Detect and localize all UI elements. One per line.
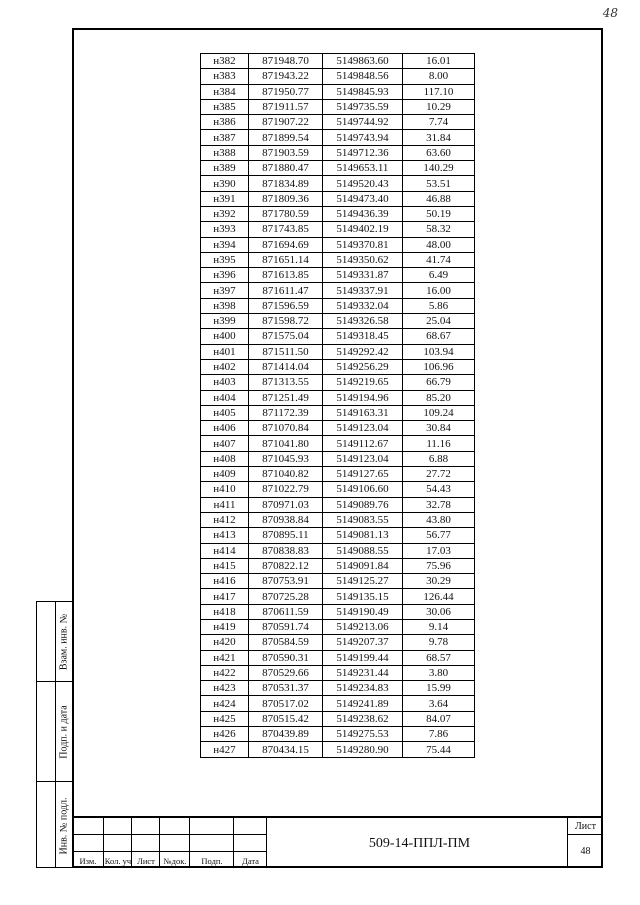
table-row [201,482,475,497]
x-coordinate-cell: 870971.03 [249,497,323,512]
point-name-cell: н389 [201,161,249,176]
distance-cell: 5.86 [403,298,475,313]
point-name-cell: н401 [201,344,249,359]
table-row [201,283,475,298]
distance-cell: 75.96 [403,558,475,573]
x-coordinate-cell: 871040.82 [249,467,323,482]
point-name-cell: н413 [201,528,249,543]
distance-cell: 85.20 [403,390,475,405]
distance-cell: 53.51 [403,176,475,191]
x-coordinate-cell: 871045.93 [249,451,323,466]
document-code: 509-14-ППЛ-ПМ [368,836,471,851]
table-row [201,635,475,650]
distance-cell: 3.80 [403,665,475,680]
distance-cell: 46.88 [403,191,475,206]
table-row [201,543,475,558]
x-coordinate-cell: 871651.14 [249,252,323,267]
y-coordinate-cell: 5149712.36 [323,145,403,160]
stamp-label-podp: Подп. [201,856,223,866]
x-coordinate-cell: 871694.69 [249,237,323,252]
point-name-cell: н394 [201,237,249,252]
y-coordinate-cell: 5149207.37 [323,635,403,650]
distance-cell: 25.04 [403,314,475,329]
table-row [201,451,475,466]
table-row [201,512,475,527]
y-coordinate-cell: 5149163.31 [323,405,403,420]
distance-cell: 9.14 [403,619,475,634]
table-row [201,176,475,191]
point-name-cell: н421 [201,650,249,665]
y-coordinate-cell: 5149238.62 [323,711,403,726]
table-row [201,69,475,84]
y-coordinate-cell: 5149370.81 [323,237,403,252]
distance-cell: 140.29 [403,161,475,176]
point-name-cell: н384 [201,84,249,99]
point-name-cell: н400 [201,329,249,344]
distance-cell: 16.00 [403,283,475,298]
x-coordinate-cell: 871611.47 [249,283,323,298]
side-label-inv-podl: Инв. № подл. [58,797,70,854]
distance-cell: 54.43 [403,482,475,497]
table-row [201,130,475,145]
x-coordinate-cell: 870822.12 [249,558,323,573]
distance-cell: 3.64 [403,696,475,711]
point-name-cell: н398 [201,298,249,313]
distance-cell: 58.32 [403,222,475,237]
x-coordinate-cell: 871613.85 [249,268,323,283]
point-name-cell: н423 [201,681,249,696]
distance-cell: 8.00 [403,69,475,84]
distance-cell: 103.94 [403,344,475,359]
table-row [201,558,475,573]
y-coordinate-cell: 5149743.94 [323,130,403,145]
point-name-cell: н407 [201,436,249,451]
stamp-label-kol-uch: Кол. уч [104,856,132,866]
table-row [201,574,475,589]
distance-cell: 6.49 [403,268,475,283]
point-name-cell: н424 [201,696,249,711]
distance-cell: 50.19 [403,206,475,221]
point-name-cell: н383 [201,69,249,84]
y-coordinate-cell: 5149083.55 [323,512,403,527]
table-row [201,344,475,359]
x-coordinate-cell: 871911.57 [249,99,323,114]
point-name-cell: н406 [201,421,249,436]
x-coordinate-cell: 870529.66 [249,665,323,680]
x-coordinate-cell: 870434.15 [249,742,323,757]
x-coordinate-cell: 870753.91 [249,574,323,589]
x-coordinate-cell: 871251.49 [249,390,323,405]
distance-cell: 43.80 [403,512,475,527]
table-row [201,681,475,696]
table-row [201,268,475,283]
stamp-label-ndok: №док. [163,856,187,866]
x-coordinate-cell: 871041.80 [249,436,323,451]
x-coordinate-cell: 871070.84 [249,421,323,436]
table-row [201,375,475,390]
x-coordinate-cell: 871780.59 [249,206,323,221]
y-coordinate-cell: 5149735.59 [323,99,403,114]
distance-cell: 30.84 [403,421,475,436]
point-name-cell: н390 [201,176,249,191]
point-name-cell: н403 [201,375,249,390]
table-row [201,298,475,313]
side-cell-podp [37,682,72,782]
x-coordinate-cell: 870584.59 [249,635,323,650]
y-coordinate-cell: 5149089.76 [323,497,403,512]
x-coordinate-cell: 871907.22 [249,115,323,130]
point-name-cell: н411 [201,497,249,512]
table-row [201,252,475,267]
distance-cell: 15.99 [403,681,475,696]
distance-cell: 7.86 [403,727,475,742]
distance-cell: 10.29 [403,99,475,114]
x-coordinate-cell: 870590.31 [249,650,323,665]
stamp-col-kol-uch [104,818,132,868]
point-name-cell: н417 [201,589,249,604]
y-coordinate-cell: 5149231.44 [323,665,403,680]
x-coordinate-cell: 871948.70 [249,54,323,69]
table-row [201,405,475,420]
y-coordinate-cell: 5149292.42 [323,344,403,359]
coordinates-table [200,53,475,758]
y-coordinate-cell: 5149112.67 [323,436,403,451]
table-row [201,115,475,130]
distance-cell: 27.72 [403,467,475,482]
table-row [201,528,475,543]
distance-cell: 117.10 [403,84,475,99]
side-approval-strip [36,601,72,868]
point-name-cell: н408 [201,451,249,466]
x-coordinate-cell: 870591.74 [249,619,323,634]
x-coordinate-cell: 871880.47 [249,161,323,176]
title-block [72,816,603,868]
sheet-number: 48 [580,846,591,857]
y-coordinate-cell: 5149125.27 [323,574,403,589]
distance-cell: 16.01 [403,54,475,69]
stamp-col-podp [190,818,234,868]
y-coordinate-cell: 5149123.04 [323,451,403,466]
x-coordinate-cell: 871950.77 [249,84,323,99]
y-coordinate-cell: 5149081.13 [323,528,403,543]
point-name-cell: н392 [201,206,249,221]
coordinates-table-body [201,54,475,758]
point-name-cell: н419 [201,619,249,634]
point-name-cell: н404 [201,390,249,405]
x-coordinate-cell: 870895.11 [249,528,323,543]
side-cell-vzam [37,602,72,682]
y-coordinate-cell: 5149331.87 [323,268,403,283]
point-name-cell: н422 [201,665,249,680]
point-name-cell: н412 [201,512,249,527]
point-name-cell: н418 [201,604,249,619]
table-row [201,421,475,436]
point-name-cell: н386 [201,115,249,130]
table-row [201,359,475,374]
y-coordinate-cell: 5149241.89 [323,696,403,711]
distance-cell: 48.00 [403,237,475,252]
table-row [201,99,475,114]
y-coordinate-cell: 5149127.65 [323,467,403,482]
table-row [201,589,475,604]
table-row [201,222,475,237]
x-coordinate-cell: 871899.54 [249,130,323,145]
y-coordinate-cell: 5149280.90 [323,742,403,757]
table-row [201,237,475,252]
y-coordinate-cell: 5149744.92 [323,115,403,130]
point-name-cell: н385 [201,99,249,114]
table-row [201,711,475,726]
table-row [201,145,475,160]
x-coordinate-cell: 870515.42 [249,711,323,726]
x-coordinate-cell: 871022.79 [249,482,323,497]
y-coordinate-cell: 5149350.62 [323,252,403,267]
y-coordinate-cell: 5149863.60 [323,54,403,69]
distance-cell: 68.57 [403,650,475,665]
point-name-cell: н382 [201,54,249,69]
y-coordinate-cell: 5149213.06 [323,619,403,634]
point-name-cell: н396 [201,268,249,283]
stamp-col-list [132,818,160,868]
x-coordinate-cell: 870611.59 [249,604,323,619]
point-name-cell: н387 [201,130,249,145]
x-coordinate-cell: 871313.55 [249,375,323,390]
distance-cell: 75.44 [403,742,475,757]
side-cell-inv [37,782,72,869]
point-name-cell: н399 [201,314,249,329]
side-label-vzam: Взам. инв. № [58,613,70,670]
y-coordinate-cell: 5149106.60 [323,482,403,497]
distance-cell: 30.29 [403,574,475,589]
x-coordinate-cell: 870938.84 [249,512,323,527]
x-coordinate-cell: 870725.28 [249,589,323,604]
point-name-cell: н397 [201,283,249,298]
y-coordinate-cell: 5149326.58 [323,314,403,329]
y-coordinate-cell: 5149520.43 [323,176,403,191]
table-row [201,84,475,99]
stamp-col-ndok [160,818,190,868]
x-coordinate-cell: 871809.36 [249,191,323,206]
x-coordinate-cell: 871596.59 [249,298,323,313]
point-name-cell: н402 [201,359,249,374]
x-coordinate-cell: 870517.02 [249,696,323,711]
y-coordinate-cell: 5149123.04 [323,421,403,436]
stamp-label-data: Дата [242,856,259,866]
distance-cell: 32.78 [403,497,475,512]
table-row [201,727,475,742]
distance-cell: 106.96 [403,359,475,374]
x-coordinate-cell: 870531.37 [249,681,323,696]
point-name-cell: н425 [201,711,249,726]
table-row [201,650,475,665]
point-name-cell: н426 [201,727,249,742]
point-name-cell: н395 [201,252,249,267]
x-coordinate-cell: 870439.89 [249,727,323,742]
point-name-cell: н409 [201,467,249,482]
table-row [201,497,475,512]
stamp-col-data [234,818,267,868]
point-name-cell: н393 [201,222,249,237]
x-coordinate-cell: 870838.83 [249,543,323,558]
y-coordinate-cell: 5149473.40 [323,191,403,206]
x-coordinate-cell: 871511.50 [249,344,323,359]
point-name-cell: н416 [201,574,249,589]
stamp-label-izm: Изм. [79,856,97,866]
distance-cell: 11.16 [403,436,475,451]
y-coordinate-cell: 5149091.84 [323,558,403,573]
table-row [201,604,475,619]
distance-cell: 17.03 [403,543,475,558]
distance-cell: 9.78 [403,635,475,650]
x-coordinate-cell: 871903.59 [249,145,323,160]
y-coordinate-cell: 5149848.56 [323,69,403,84]
y-coordinate-cell: 5149332.04 [323,298,403,313]
distance-cell: 41.74 [403,252,475,267]
distance-cell: 66.79 [403,375,475,390]
y-coordinate-cell: 5149402.19 [323,222,403,237]
stamp-col-izm [72,818,104,868]
y-coordinate-cell: 5149194.96 [323,390,403,405]
x-coordinate-cell: 871172.39 [249,405,323,420]
table-row [201,665,475,680]
x-coordinate-cell: 871575.04 [249,329,323,344]
x-coordinate-cell: 871414.04 [249,359,323,374]
table-row [201,390,475,405]
point-name-cell: н391 [201,191,249,206]
x-coordinate-cell: 871743.85 [249,222,323,237]
point-name-cell: н414 [201,543,249,558]
distance-cell: 126.44 [403,589,475,604]
distance-cell: 7.74 [403,115,475,130]
y-coordinate-cell: 5149088.55 [323,543,403,558]
distance-cell: 109.24 [403,405,475,420]
distance-cell: 84.07 [403,711,475,726]
table-row [201,329,475,344]
x-coordinate-cell: 871598.72 [249,314,323,329]
y-coordinate-cell: 5149219.65 [323,375,403,390]
table-row [201,191,475,206]
distance-cell: 56.77 [403,528,475,543]
sheet-box-divider [568,834,603,835]
distance-cell: 31.84 [403,130,475,145]
y-coordinate-cell: 5149653.11 [323,161,403,176]
point-name-cell: н410 [201,482,249,497]
x-coordinate-cell: 871834.89 [249,176,323,191]
table-row [201,54,475,69]
side-label-podp-data: Подп. и дата [58,704,70,759]
point-name-cell: н405 [201,405,249,420]
y-coordinate-cell: 5149337.91 [323,283,403,298]
sheet-box [567,818,603,868]
table-row [201,314,475,329]
point-name-cell: н415 [201,558,249,573]
point-name-cell: н388 [201,145,249,160]
distance-cell: 63.60 [403,145,475,160]
table-row [201,161,475,176]
table-row [201,619,475,634]
y-coordinate-cell: 5149199.44 [323,650,403,665]
table-row [201,436,475,451]
y-coordinate-cell: 5149318.45 [323,329,403,344]
distance-cell: 6.88 [403,451,475,466]
y-coordinate-cell: 5149845.93 [323,84,403,99]
y-coordinate-cell: 5149135.15 [323,589,403,604]
table-row [201,467,475,482]
y-coordinate-cell: 5149256.29 [323,359,403,374]
table-row [201,696,475,711]
distance-cell: 68.67 [403,329,475,344]
sheet-label: Лист [575,821,596,832]
handwritten-page-number: 48 [602,6,618,20]
table-row [201,742,475,757]
table-row [201,206,475,221]
y-coordinate-cell: 5149190.49 [323,604,403,619]
point-name-cell: н420 [201,635,249,650]
distance-cell: 30.06 [403,604,475,619]
point-name-cell: н427 [201,742,249,757]
y-coordinate-cell: 5149436.39 [323,206,403,221]
stamp-label-list: Лист [137,856,155,866]
y-coordinate-cell: 5149275.53 [323,727,403,742]
y-coordinate-cell: 5149234.83 [323,681,403,696]
x-coordinate-cell: 871943.22 [249,69,323,84]
